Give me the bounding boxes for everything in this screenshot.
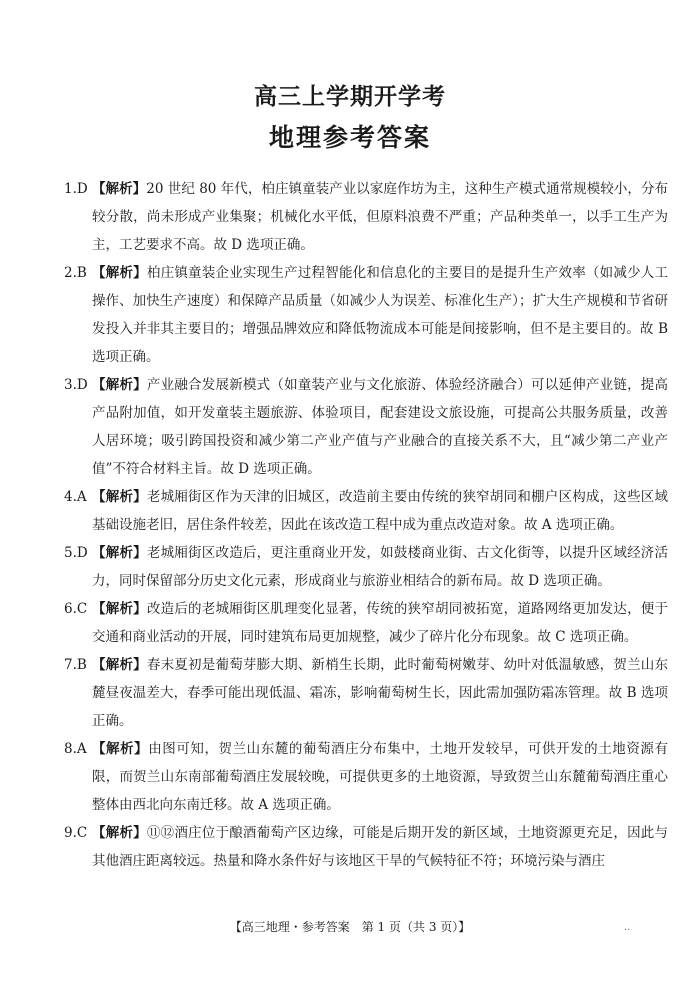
analysis-tag: 【解析】 — [92, 489, 147, 505]
analysis-tag: 【解析】 — [92, 377, 147, 393]
answer-number: 8.A — [64, 741, 87, 757]
answer-number: 6.C — [64, 601, 88, 617]
answer-number: 2.B — [64, 265, 87, 281]
answer-item-1 — [64, 175, 668, 259]
exam-title: 高三上学期开学考 — [254, 84, 446, 110]
page-footer: 【高三地理・参考答案 第 1 页（共 3 页）】 — [229, 920, 471, 934]
analysis-text: 老城厢街区作为天津的旧城区，改造前主要由传统的狭窄胡同和棚户区构成，这些区域基础设施老旧，居住条件较差，因此在该改造工程中成为重点改造对象。故 A 选项正确。 — [92, 489, 669, 533]
answer-item-7 — [64, 651, 668, 735]
answer-number: 3.D — [64, 377, 88, 393]
analysis-tag: 【解析】 — [92, 741, 149, 757]
answer-item-9 — [64, 819, 668, 875]
analysis-tag: 【解析】 — [92, 657, 147, 673]
analysis-text: 由图可知，贺兰山东麓的葡萄酒庄分布集中，土地开发较早，可供开发的土地资源有限，而贺兰山东南部葡萄酒庄发展较晚，可提供更多的土地资源，导致贺兰山东麓葡萄酒庄重心整体由西北向东南迁移。故 A 选项正确。 — [92, 741, 668, 813]
analysis-text: 20 世纪 80 年代，柏庄镇童装产业以家庭作坊为主，这种生产模式通常规模较小，分布较分散，尚未形成产业集聚；机械化水平低，但原料浪费不严重；产品种类单一，以手工生产为主，工艺要求不高。故 D 选项正确。 — [92, 181, 669, 253]
answer-item-3 — [64, 371, 668, 483]
answer-title: 地理参考答案 — [268, 123, 431, 152]
answer-item-4 — [64, 483, 668, 539]
answer-number: 9.C — [64, 825, 88, 841]
answer-number: 5.D — [64, 545, 88, 561]
analysis-text: 柏庄镇童装企业实现生产过程智能化和信息化的主要目的是提升生产效率（如减少人工操作、加快生产速度）和保障产品质量（如减少人为误差、标准化生产）；扩大生产规模和节省研发投入并非其主要目的；增强品牌效应和降低物流成本可能是间接影响，但不是主要目的。故 B 选项正确。 — [92, 265, 669, 365]
analysis-text: 产业融合发展新模式（如童装产业与文化旅游、体验经济融合）可以延伸产业链，提高产品附加值，如开发童装主题旅游、体验项目，配套建设文旅设施，可提高公共服务质量，改善人居环境；吸引跨国投资和减少第二产业产值与产业融合的直接关系不大，且“减少第二产业产值”不符合材料主旨。故 D 选项正确。 — [92, 377, 669, 477]
analysis-tag: 【解析】 — [92, 265, 147, 281]
analysis-text: 改造后的老城厢街区肌理变化显著，传统的狭窄胡同被拓宽，道路网络更加发达，便于交通和商业活动的开展，同时建筑布局更加规整，减少了碎片化分布现象。故 C 选项正确。 — [92, 601, 669, 645]
analysis-text: 老城厢街区改造后，更注重商业开发，如鼓楼商业街、古文化街等，以提升区域经济活力，同时保留部分历史文化元素，形成商业与旅游业相结合的新布局。故 D 选项正确。 — [92, 545, 669, 589]
analysis-tag: 【解析】 — [92, 825, 147, 841]
answer-list — [64, 175, 668, 875]
answer-number: 7.B — [64, 657, 87, 673]
answer-number: 1.D — [64, 181, 88, 197]
analysis-text: 春末夏初是葡萄芽膨大期、新梢生长期，此时葡萄树嫩芽、幼叶对低温敏感，贺兰山东麓昼夜温差大，春季可能出现低温、霜冻，影响葡萄树生长，因此需加强防霜冻管理。故 B 选项正确。 — [92, 657, 669, 729]
analysis-tag: 【解析】 — [92, 181, 147, 197]
answer-item-8 — [64, 735, 668, 819]
answer-item-6 — [64, 595, 668, 651]
answer-item-2 — [64, 259, 668, 371]
corner-mark: .. — [624, 922, 631, 933]
answer-number: 4.A — [64, 489, 87, 505]
analysis-text: ⑪⑫酒庄位于酿酒葡萄产区边缘，可能是后期开发的新区域，土地资源更充足，因此与其他酒庄距离较远。热量和降水条件好与该地区干旱的气候特征不符；环境污染与酒庄 — [92, 825, 669, 869]
answer-item-5 — [64, 539, 668, 595]
analysis-tag: 【解析】 — [92, 545, 147, 561]
analysis-tag: 【解析】 — [92, 601, 147, 617]
